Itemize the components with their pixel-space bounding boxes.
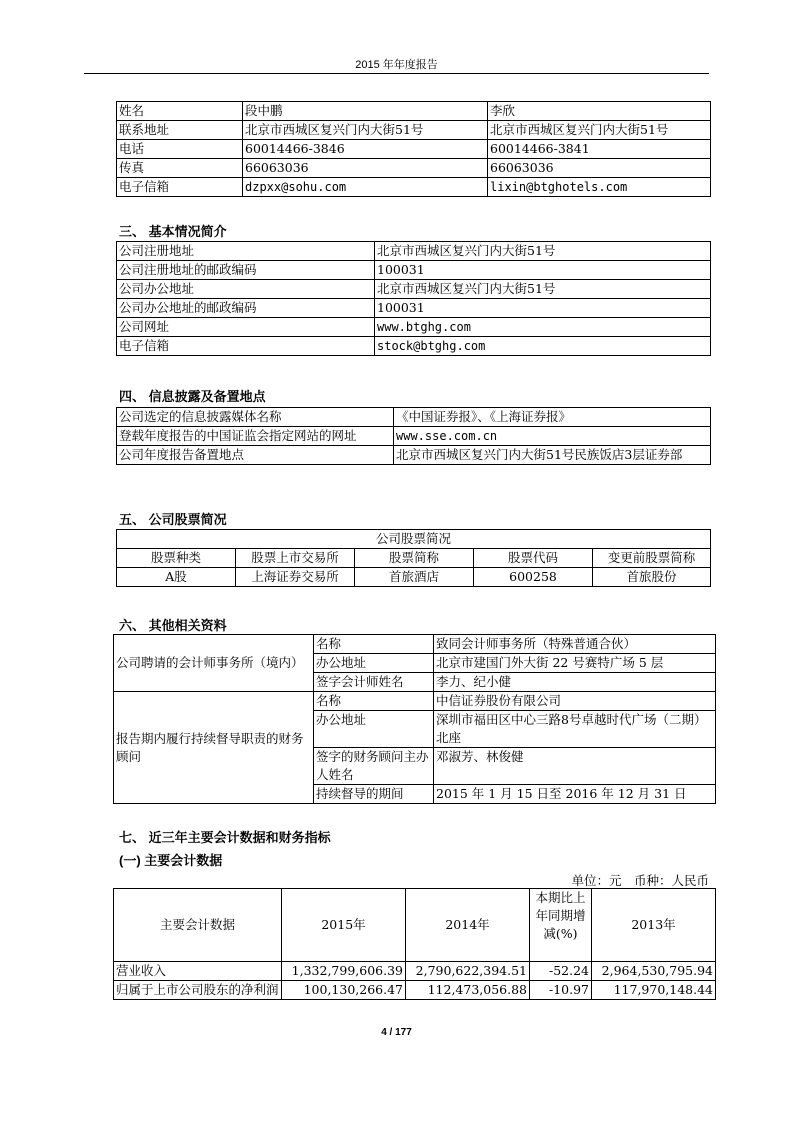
table-cell: 邓淑芳、林俊健 xyxy=(434,748,716,785)
table-cell: 办公地址 xyxy=(314,654,434,673)
auditor-label: 公司聘请的会计师事务所（境内） xyxy=(114,635,314,692)
section-title: 六、 其他相关资料 xyxy=(119,618,227,633)
table-header-row xyxy=(117,549,711,568)
table-cell: 66063036 xyxy=(243,159,488,178)
table-row xyxy=(117,337,711,356)
basic-info-table xyxy=(116,241,711,356)
related-info-table xyxy=(113,634,716,804)
table-cell: -52.24 xyxy=(530,962,592,981)
email-link[interactable]: stock@btghg.com xyxy=(375,337,711,356)
table-cell: 1,332,799,606.39 xyxy=(282,962,406,981)
table-row xyxy=(117,242,711,261)
table-cell: 持续督导的期间 xyxy=(314,785,434,804)
table-cell: 北京市西城区复兴门内大街51号 xyxy=(488,121,711,140)
column-header: 2014年 xyxy=(406,889,530,962)
table-row xyxy=(117,102,711,121)
table-cell: 电子信箱 xyxy=(117,337,375,356)
section-title: 三、 基本情况简介 xyxy=(119,224,227,239)
table-row xyxy=(114,692,716,711)
table-cell: 100,130,266.47 xyxy=(282,981,406,1000)
stock-table xyxy=(116,529,711,587)
table-cell: 营业收入 xyxy=(114,962,282,981)
table-cell: 北京市西城区复兴门内大街51号民族饭店3层证券部 xyxy=(394,446,711,465)
table-cell: 签字会计师姓名 xyxy=(314,673,434,692)
column-header: 本期比上年同期增减(%) xyxy=(530,889,592,962)
table-cell: -10.97 xyxy=(530,981,592,1000)
table-cell: 深圳市福田区中心三路8号卓越时代广场（二期）北座 xyxy=(434,711,716,748)
table-cell: A股 xyxy=(117,568,236,587)
contact-table xyxy=(116,101,711,197)
table-row xyxy=(114,635,716,654)
table-cell: 北京市西城区复兴门内大街51号 xyxy=(243,121,488,140)
table-cell: 中信证券股份有限公司 xyxy=(434,692,716,711)
column-header: 2013年 xyxy=(592,889,716,962)
table-cell: 传真 xyxy=(117,159,243,178)
table-cell: 60014466-3841 xyxy=(488,140,711,159)
email-link[interactable]: lixin@btghotels.com xyxy=(488,178,711,197)
table-cell: 2015 年 1 月 15 日至 2016 年 12 月 31 日 xyxy=(434,785,716,804)
table-cell: 李力、纪小健 xyxy=(434,673,716,692)
column-header: 股票代码 xyxy=(474,549,593,568)
table-row xyxy=(117,121,711,140)
column-header: 股票上市交易所 xyxy=(236,549,355,568)
website-link[interactable]: www.btghg.com xyxy=(375,318,711,337)
table-cell: 致同会计师事务所（特殊普通合伙） xyxy=(434,635,716,654)
table-row xyxy=(117,408,711,427)
table-cell: 北京市建国门外大街 22 号赛特广场 5 层 xyxy=(434,654,716,673)
table-cell: 上海证券交易所 xyxy=(236,568,355,587)
table-row xyxy=(117,261,711,280)
column-header: 主要会计数据 xyxy=(114,889,282,962)
table-cell: 《中国证券报》、《上海证券报》 xyxy=(394,408,711,427)
table-cell: 公司选定的信息披露媒体名称 xyxy=(117,408,394,427)
disclosure-table xyxy=(116,407,711,465)
advisor-label: 报告期内履行持续督导职责的财务顾问 xyxy=(114,692,314,804)
section-title: 四、 信息披露及备置地点 xyxy=(119,389,266,404)
table-row xyxy=(114,962,716,981)
table-row xyxy=(117,318,711,337)
column-header: 变更前股票简称 xyxy=(593,549,711,568)
table-cell: 北京市西城区复兴门内大街51号 xyxy=(375,242,711,261)
table-cell: 李欣 xyxy=(488,102,711,121)
table-cell: 公司注册地址 xyxy=(117,242,375,261)
website-link[interactable]: www.sse.com.cn xyxy=(394,427,711,446)
accounting-table xyxy=(113,888,716,1000)
column-header: 股票简称 xyxy=(355,549,474,568)
table-header-row xyxy=(114,889,716,962)
table-cell: 2,964,530,795.94 xyxy=(592,962,716,981)
section-title: 七、 近三年主要会计数据和财务指标 xyxy=(119,830,331,845)
table-cell: 60014466-3846 xyxy=(243,140,488,159)
table-cell: 北京市西城区复兴门内大街51号 xyxy=(375,280,711,299)
table-cell: 首旅酒店 xyxy=(355,568,474,587)
table-cell: 100031 xyxy=(375,299,711,318)
table-row xyxy=(117,427,711,446)
table-cell: 117,970,148.44 xyxy=(592,981,716,1000)
table-cell: 名称 xyxy=(314,635,434,654)
table-cell: 公司办公地址的邮政编码 xyxy=(117,299,375,318)
table-cell: 归属于上市公司股东的净利润 xyxy=(114,981,282,1000)
table-cell: 66063036 xyxy=(488,159,711,178)
table-row xyxy=(117,280,711,299)
table-cell: 名称 xyxy=(314,692,434,711)
table-row xyxy=(114,981,716,1000)
table-cell: 联系地址 xyxy=(117,121,243,140)
table-cell: 首旅股份 xyxy=(593,568,711,587)
table-cell: 登载年度报告的中国证监会指定网站的网址 xyxy=(117,427,394,446)
table-cell: 公司办公地址 xyxy=(117,280,375,299)
table-cell: 办公地址 xyxy=(314,711,434,748)
table-cell: 姓名 xyxy=(117,102,243,121)
unit-note: 单位：元 币种：人民币 xyxy=(571,873,709,888)
table-row xyxy=(117,568,711,587)
table-row xyxy=(117,159,711,178)
table-row xyxy=(117,178,711,197)
table-cell: 公司注册地址的邮政编码 xyxy=(117,261,375,280)
page-number: 4 / 177 xyxy=(381,1027,412,1038)
table-cell: 600258 xyxy=(474,568,593,587)
subsection-title: (一) 主要会计数据 xyxy=(119,853,223,868)
table-cell: 段中鹏 xyxy=(243,102,488,121)
table-cell: 签字的财务顾问主办人姓名 xyxy=(314,748,434,785)
table-row xyxy=(117,299,711,318)
column-header: 股票种类 xyxy=(117,549,236,568)
table-row xyxy=(117,446,711,465)
table-caption: 公司股票简况 xyxy=(117,530,711,549)
table-cell: 2,790,622,394.51 xyxy=(406,962,530,981)
table-row xyxy=(117,530,711,549)
section-title: 五、 公司股票简况 xyxy=(119,512,227,527)
table-cell: 电话 xyxy=(117,140,243,159)
table-cell: 100031 xyxy=(375,261,711,280)
table-cell: 公司网址 xyxy=(117,318,375,337)
column-header: 2015年 xyxy=(282,889,406,962)
page-header: 2015 年年度报告 xyxy=(355,59,438,71)
table-row xyxy=(117,140,711,159)
table-cell: 公司年度报告备置地点 xyxy=(117,446,394,465)
email-link[interactable]: dzpxx@sohu.com xyxy=(243,178,488,197)
header-divider xyxy=(84,73,709,74)
table-cell: 电子信箱 xyxy=(117,178,243,197)
table-cell: 112,473,056.88 xyxy=(406,981,530,1000)
